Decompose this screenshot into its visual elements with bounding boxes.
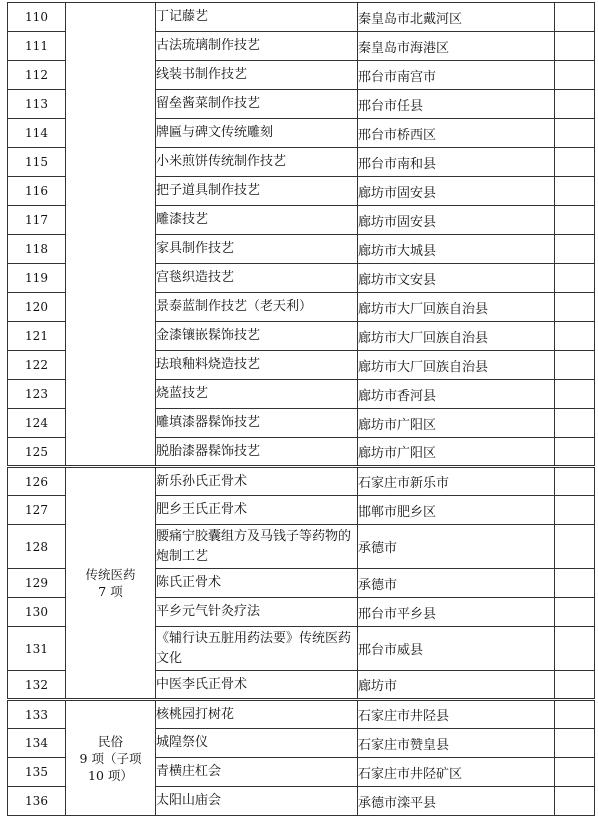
remarks-cell [555, 627, 595, 671]
row-number: 129 [8, 569, 66, 598]
project-location: 廊坊市广阳区 [358, 438, 555, 467]
remarks-cell [555, 32, 595, 61]
table-row [8, 700, 595, 729]
project-location: 石家庄市井陉县 [358, 700, 555, 729]
project-location: 邢台市平乡县 [358, 598, 555, 627]
row-number: 119 [8, 264, 66, 293]
project-location: 廊坊市大厂回族自治县 [358, 351, 555, 380]
row-number: 113 [8, 90, 66, 119]
remarks-cell [555, 3, 595, 32]
heritage-list-table [7, 2, 595, 816]
row-number: 130 [8, 598, 66, 627]
project-location: 廊坊市固安县 [358, 206, 555, 235]
project-name: 金漆镶嵌髹饰技艺 [156, 322, 358, 351]
project-location: 邢台市威县 [358, 627, 555, 671]
project-name: 景泰蓝制作技艺（老天利） [156, 293, 358, 322]
project-name: 小米煎饼传统制作技艺 [156, 148, 358, 177]
remarks-cell [555, 671, 595, 700]
project-name: 太阳山庙会 [156, 787, 358, 816]
row-number: 117 [8, 206, 66, 235]
project-name: 新乐孙氏正骨术 [156, 467, 358, 496]
row-number: 122 [8, 351, 66, 380]
project-name: 中医李氏正骨术 [156, 671, 358, 700]
project-name: 脱胎漆器髹饰技艺 [156, 438, 358, 467]
project-location: 廊坊市固安县 [358, 177, 555, 206]
remarks-cell [555, 177, 595, 206]
project-name: 《辅行诀五脏用药法要》传统医药文化 [156, 627, 358, 671]
remarks-cell [555, 90, 595, 119]
remarks-cell [555, 148, 595, 177]
project-location: 廊坊市大厂回族自治县 [358, 293, 555, 322]
project-name: 青横庄杠会 [156, 758, 358, 787]
project-location: 廊坊市文安县 [358, 264, 555, 293]
project-name: 腰痛宁胶囊组方及马钱子等药物的炮制工艺 [156, 525, 358, 569]
remarks-cell [555, 729, 595, 758]
project-name: 线装书制作技艺 [156, 61, 358, 90]
project-location: 承德市 [358, 569, 555, 598]
category-count: 7 项 [98, 584, 123, 599]
remarks-cell [555, 61, 595, 90]
row-number: 121 [8, 322, 66, 351]
project-name: 平乡元气针灸疗法 [156, 598, 358, 627]
project-name: 留垒酱菜制作技艺 [156, 90, 358, 119]
remarks-cell [555, 293, 595, 322]
project-location: 石家庄市赞皇县 [358, 729, 555, 758]
remarks-cell [555, 380, 595, 409]
category-title: 民俗 [97, 733, 123, 749]
project-location: 邢台市南和县 [358, 148, 555, 177]
row-number: 115 [8, 148, 66, 177]
project-name: 烧蓝技艺 [156, 380, 358, 409]
remarks-cell [555, 235, 595, 264]
row-number: 112 [8, 61, 66, 90]
row-number: 120 [8, 293, 66, 322]
row-number: 136 [8, 787, 66, 816]
row-number: 131 [8, 627, 66, 671]
project-location: 邢台市南宫市 [358, 61, 555, 90]
project-location: 石家庄市新乐市 [358, 467, 555, 496]
project-location: 石家庄市井陉矿区 [358, 758, 555, 787]
row-number: 114 [8, 119, 66, 148]
project-location: 秦皇岛市海港区 [358, 32, 555, 61]
remarks-cell [555, 438, 595, 467]
row-number: 116 [8, 177, 66, 206]
row-number: 110 [8, 3, 66, 32]
remarks-cell [555, 206, 595, 235]
category-cell [66, 467, 156, 700]
table-row [8, 467, 595, 496]
row-number: 126 [8, 467, 66, 496]
project-location: 廊坊市香河县 [358, 380, 555, 409]
project-location: 廊坊市 [358, 671, 555, 700]
project-name: 把子道具制作技艺 [156, 177, 358, 206]
remarks-cell [555, 700, 595, 729]
row-number: 118 [8, 235, 66, 264]
category-title: 传统医药 [85, 567, 136, 582]
project-location: 廊坊市广阳区 [358, 409, 555, 438]
project-name: 核桃园打树花 [156, 700, 358, 729]
project-location: 邢台市桥西区 [358, 119, 555, 148]
project-location: 秦皇岛市北戴河区 [358, 3, 555, 32]
project-name: 牌匾与碑文传统雕刻 [156, 119, 358, 148]
remarks-cell [555, 409, 595, 438]
project-location: 廊坊市大厂回族自治县 [358, 322, 555, 351]
project-name: 城隍祭仪 [156, 729, 358, 758]
remarks-cell [555, 496, 595, 525]
remarks-cell [555, 264, 595, 293]
project-name: 肥乡王氏正骨术 [156, 496, 358, 525]
project-location: 邯郸市肥乡区 [358, 496, 555, 525]
remarks-cell [555, 467, 595, 496]
row-number: 135 [8, 758, 66, 787]
table-row [8, 3, 595, 32]
row-number: 132 [8, 671, 66, 700]
project-location: 廊坊市大城县 [358, 235, 555, 264]
category-cell [66, 700, 156, 816]
project-name: 雕填漆器髹饰技艺 [156, 409, 358, 438]
remarks-cell [555, 119, 595, 148]
row-number: 134 [8, 729, 66, 758]
row-number: 123 [8, 380, 66, 409]
category-count: 9 项（子项 10 项） [79, 750, 142, 783]
remarks-cell [555, 322, 595, 351]
project-name: 雕漆技艺 [156, 206, 358, 235]
project-name: 古法琉璃制作技艺 [156, 32, 358, 61]
remarks-cell [555, 787, 595, 816]
row-number: 128 [8, 525, 66, 569]
remarks-cell [555, 569, 595, 598]
project-location: 邢台市任县 [358, 90, 555, 119]
table-body [8, 3, 595, 816]
project-name: 家具制作技艺 [156, 235, 358, 264]
row-number: 133 [8, 700, 66, 729]
project-name: 珐琅釉料烧造技艺 [156, 351, 358, 380]
project-name: 宫毯织造技艺 [156, 264, 358, 293]
remarks-cell [555, 758, 595, 787]
project-location: 承德市滦平县 [358, 787, 555, 816]
remarks-cell [555, 525, 595, 569]
row-number: 111 [8, 32, 66, 61]
row-number: 124 [8, 409, 66, 438]
project-name: 丁记藤艺 [156, 3, 358, 32]
category-cell [66, 3, 156, 467]
remarks-cell [555, 351, 595, 380]
row-number: 125 [8, 438, 66, 467]
project-location: 承德市 [358, 525, 555, 569]
row-number: 127 [8, 496, 66, 525]
project-name: 陈氏正骨术 [156, 569, 358, 598]
remarks-cell [555, 598, 595, 627]
